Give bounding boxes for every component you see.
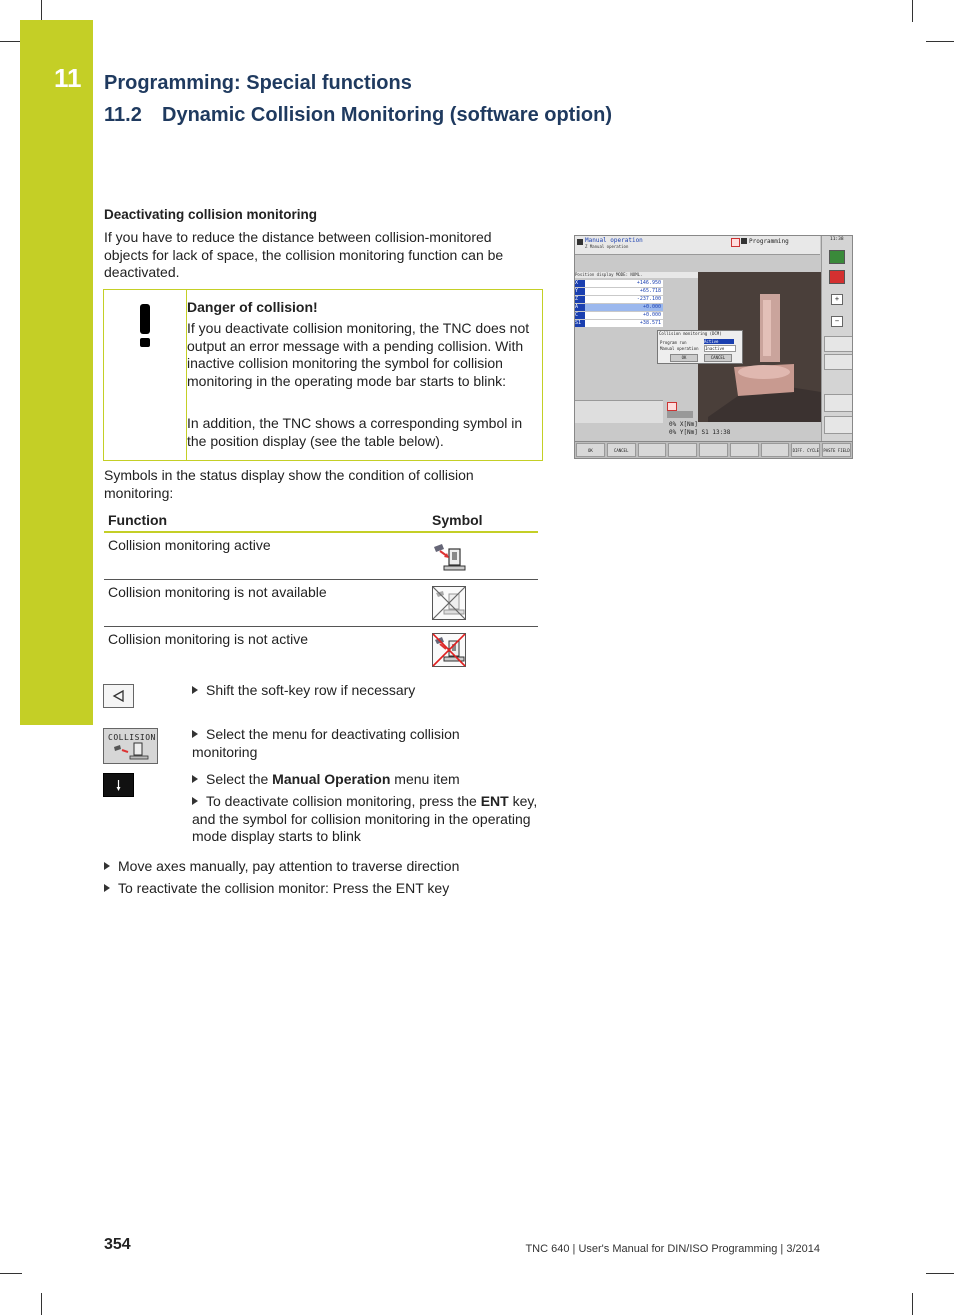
crop-mark [41, 0, 42, 22]
crop-mark [912, 1293, 913, 1315]
table-rule [104, 579, 538, 580]
softkey[interactable] [761, 443, 790, 457]
dialog-cancel-button[interactable]: CANCEL [704, 354, 732, 362]
intro-paragraph: If you have to reduce the distance between collision-monitored objects for lack of space, the collision monitoring function can be deactivated. [104, 229, 504, 280]
axis-value: +0.000 [642, 312, 661, 318]
softkey[interactable] [638, 443, 667, 457]
warning-paragraph-1: If you deactivate collision monitoring, the TNC does not output an error message with a pending collision. With inactive collision monitoring the symbol for collision monitoring in the operating mode bar starts to blink: [187, 320, 530, 389]
mode-icon [577, 239, 583, 245]
chapter-sidebar [20, 20, 93, 725]
table-row-function: Collision monitoring is not available [108, 584, 327, 600]
axis-label: X [575, 280, 585, 287]
softkey[interactable] [668, 443, 697, 457]
status-panel [575, 400, 663, 423]
step-3: Select the Manual Operation menu item [192, 771, 532, 789]
warning-icon-cell [104, 290, 187, 460]
softkey[interactable] [730, 443, 759, 457]
shift-left-key[interactable] [103, 684, 134, 708]
softkey[interactable] [699, 443, 728, 457]
axis-row [575, 288, 663, 295]
collision-blink-icon [731, 238, 740, 247]
crop-mark [926, 1273, 954, 1274]
collision-inactive-small-icon [667, 402, 677, 411]
softkey[interactable]: DIFF. CYCLE [791, 443, 820, 457]
dialog-title: Collision monitoring (DCM) [659, 331, 722, 336]
bullet-triangle-icon [104, 884, 110, 892]
side-softkey[interactable] [824, 354, 853, 370]
bullet-triangle-icon [192, 797, 198, 805]
red-key[interactable] [829, 270, 845, 284]
bullet-triangle-icon [104, 862, 110, 870]
axis-row [575, 304, 663, 311]
axis-label: S1 [575, 320, 585, 327]
mode-bar [575, 236, 820, 255]
minus-key[interactable]: − [831, 316, 843, 327]
side-softkey[interactable] [824, 394, 853, 412]
dcm-dialog [657, 330, 743, 364]
table-header-function: Function [108, 512, 168, 528]
chapter-title: Programming: Special functions [104, 72, 412, 94]
dialog-row1-label: Program run [660, 340, 687, 345]
collision-softkey[interactable] [103, 728, 158, 764]
warning-title: Danger of collision! [187, 299, 318, 315]
mode-right: Programming [749, 238, 789, 245]
page-number: 354 [104, 1236, 131, 1253]
step-2: Select the menu for deactivating collision monitoring [192, 726, 460, 760]
table-rule [104, 626, 538, 627]
section-number: 11.2 [104, 104, 142, 126]
tnc-screenshot [574, 235, 853, 459]
dialog-row1-value[interactable]: Active [704, 339, 734, 344]
side-softkey[interactable] [824, 416, 853, 434]
step-4: To deactivate collision monitoring, press the ENT key, and the symbol for collision monitoring in the operating mode display starts to blink [192, 793, 538, 844]
warning-paragraph-2: In addition, the TNC shows a corresponding symbol in the position display (see the table below). [187, 415, 523, 449]
bullet-triangle-icon [192, 775, 198, 783]
axis-row [575, 280, 663, 287]
axis-row [575, 296, 663, 303]
dialog-row2-label: Manual operation [660, 346, 699, 351]
exclamation-dot [140, 338, 150, 347]
status-bar-icons [667, 411, 693, 418]
crop-mark [912, 0, 913, 22]
dialog-ok-button[interactable]: OK [670, 354, 698, 362]
step-6: To reactivate the collision monitor: Press the ENT key [104, 880, 534, 898]
crop-mark [0, 41, 22, 42]
green-key[interactable] [829, 250, 845, 264]
dialog-row2-value[interactable]: Inactive [704, 345, 736, 352]
table-row-function: Collision monitoring active [108, 537, 271, 553]
axis-label: Y [575, 288, 585, 295]
status-line-2: 0% Y[Nm] S1 13:38 [669, 429, 731, 436]
axis-value: +146.950 [636, 280, 661, 286]
bullet-triangle-icon [192, 730, 198, 738]
collision-unavailable-icon [432, 586, 466, 620]
axis-value: +38.571 [639, 320, 661, 326]
softkey[interactable]: OK [576, 443, 605, 457]
softkey[interactable]: CANCEL [607, 443, 636, 457]
collision-inactive-icon [432, 633, 466, 667]
position-header: Position display MODE: NOML. [575, 272, 698, 278]
status-line-1: 0% X[Nm] [669, 421, 698, 428]
softkey-row [575, 441, 852, 459]
side-softkey[interactable] [824, 336, 853, 352]
exclamation-icon [140, 304, 150, 334]
step-5: Move axes manually, pay attention to traverse direction [104, 858, 534, 876]
axis-label: Z [575, 296, 585, 303]
bullet-triangle-icon [192, 686, 198, 694]
softkey-label: COLLISION [108, 733, 156, 742]
mode-sub: Z Manual operation [585, 244, 629, 249]
arrow-down-icon [104, 774, 133, 796]
crop-mark [41, 1293, 42, 1315]
collision-active-icon [432, 541, 466, 575]
chapter-number: 11 [54, 63, 82, 93]
warning-box [103, 289, 543, 461]
axis-value: +65.718 [639, 288, 661, 294]
side-softkeys [821, 236, 853, 458]
heading: Deactivating collision monitoring [104, 207, 318, 222]
table-header-symbol: Symbol [432, 512, 483, 528]
crop-mark [926, 41, 954, 42]
programming-icon [741, 238, 747, 244]
plus-key[interactable]: + [831, 294, 843, 305]
collision-symbol-icon [112, 741, 152, 761]
arrow-down-key[interactable] [103, 773, 134, 797]
table-header-rule [104, 531, 538, 533]
clock: 11:38 [830, 237, 844, 242]
section-title: Dynamic Collision Monitoring (software option) [162, 104, 612, 126]
footer-text: TNC 640 | User's Manual for DIN/ISO Programming | 3/2014 [525, 1243, 820, 1255]
symbols-intro: Symbols in the status display show the condition of collision monitoring: [104, 467, 474, 501]
axis-label: A [575, 304, 585, 311]
table-row-function: Collision monitoring is not active [108, 631, 308, 647]
softkey[interactable]: PASTE FIELD [822, 443, 851, 457]
axis-row [575, 312, 663, 319]
axis-value: +0.000 [642, 304, 661, 310]
axis-value: -237.100 [636, 296, 661, 302]
crop-mark [0, 1273, 22, 1274]
mode-left: Manual operation [585, 237, 643, 244]
step-1: Shift the soft-key row if necessary [192, 682, 532, 700]
axis-label: C [575, 312, 585, 319]
triangle-left-icon [104, 685, 133, 707]
status-icons [667, 402, 695, 420]
axis-row [575, 320, 663, 327]
